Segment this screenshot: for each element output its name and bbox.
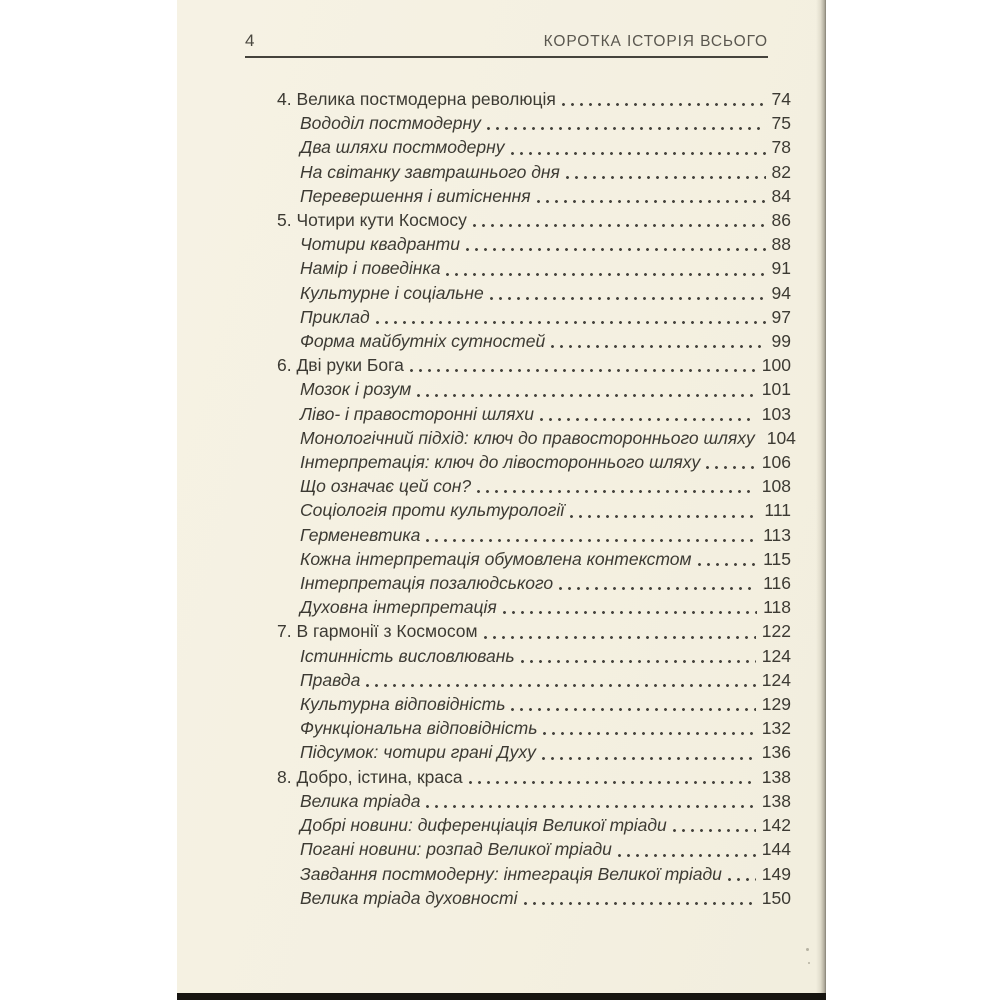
- dot-leader: [532, 184, 771, 208]
- toc-entry-page: 144: [761, 839, 791, 860]
- toc-entry-label: На світанку завтрашнього дня: [300, 161, 560, 182]
- dot-leader: [613, 837, 761, 861]
- dot-leader: [506, 692, 760, 716]
- toc-entry: [277, 668, 791, 692]
- dot-leader: [371, 305, 771, 329]
- toc-entry: [277, 571, 791, 595]
- dot-leader: [519, 886, 761, 910]
- toc-entry: [277, 87, 791, 111]
- toc-entry: [277, 692, 791, 716]
- toc-entry: [277, 474, 791, 498]
- toc-entry-page: 103: [761, 403, 791, 424]
- toc-entry-page: 118: [763, 597, 791, 618]
- dot-leader: [535, 402, 761, 426]
- toc-entry-page: 115: [763, 548, 791, 569]
- toc-entry-label: Що означає цей сон?: [300, 476, 472, 497]
- toc-entry: [277, 232, 791, 256]
- toc-entry-label: Функціональна відповідність: [300, 718, 538, 739]
- toc-entry: [277, 450, 791, 474]
- toc-entry: [277, 426, 796, 450]
- toc-entry-page: 111: [764, 500, 791, 521]
- toc-entry: [277, 595, 791, 619]
- toc-entry-label: Чотири квадранти: [300, 234, 460, 255]
- scan-bottom-dark-strip: [177, 993, 826, 1000]
- dot-leader: [554, 571, 762, 595]
- toc-entry-page: 101: [761, 379, 791, 400]
- toc-entry-label: Інтерпретація позалюдського: [300, 573, 554, 594]
- dot-leader: [498, 595, 762, 619]
- toc-entry-label: Вододіл постмодерну: [300, 113, 481, 134]
- toc-entry-page: 113: [763, 524, 791, 545]
- toc-entry-page: 88: [771, 234, 791, 255]
- toc-entry-page: 75: [771, 113, 791, 134]
- toc-entry-page: 129: [761, 694, 791, 715]
- dot-leader: [464, 765, 761, 789]
- dot-leader: [537, 740, 761, 764]
- toc-entry: [277, 353, 791, 377]
- toc-entry-label: Мозок і розум: [300, 379, 412, 400]
- toc-entry: [277, 281, 791, 305]
- dot-leader: [561, 160, 771, 184]
- toc-list: [277, 87, 796, 910]
- toc-entry-label: Погані новини: розпад Великої тріади: [300, 839, 612, 860]
- dot-leader: [361, 668, 760, 692]
- toc-entry-label: Перевершення і витіснення: [300, 185, 531, 206]
- toc-entry-page: 150: [761, 887, 791, 908]
- dot-leader: [485, 281, 771, 305]
- toc-entry: [277, 208, 791, 232]
- toc-entry: [277, 523, 791, 547]
- toc-entry: [277, 402, 791, 426]
- dot-leader: [565, 498, 763, 522]
- toc-entry-page: 91: [771, 258, 791, 279]
- toc-entry: [277, 619, 791, 643]
- toc-entry-label: 4. Велика постмодерна революція: [277, 89, 556, 109]
- toc-entry: [277, 716, 791, 740]
- toc-entry: [277, 184, 791, 208]
- toc-entry: [277, 740, 791, 764]
- dot-leader: [557, 87, 771, 111]
- toc-entry-page: 100: [761, 355, 791, 376]
- toc-entry: [277, 305, 791, 329]
- dot-leader: [516, 644, 761, 668]
- toc-entry-page: 142: [761, 815, 791, 836]
- toc-entry-page: 132: [761, 718, 791, 739]
- dot-leader: [405, 353, 761, 377]
- toc-entry-label: Завдання постмодерну: інтеграція Великої тріади: [300, 863, 722, 884]
- toc-entry-page: 124: [761, 669, 791, 690]
- dot-leader: [421, 523, 762, 547]
- dot-leader: [506, 135, 771, 159]
- toc-entry-page: 108: [761, 476, 791, 497]
- dot-leader: [482, 111, 771, 135]
- toc-entry-page: 84: [771, 185, 791, 206]
- scan-speck: [808, 962, 810, 964]
- toc-entry-label: Правда: [300, 669, 361, 690]
- toc-entry-page: 74: [771, 89, 791, 109]
- toc-entry-label: 7. В гармонії з Космосом: [277, 621, 478, 642]
- toc-entry-page: 136: [761, 742, 791, 763]
- toc-entry-page: 116: [763, 573, 791, 594]
- toc-entry: [277, 837, 791, 861]
- toc-entry: [277, 644, 791, 668]
- dot-leader: [693, 547, 763, 571]
- toc-entry-page: 106: [761, 452, 791, 473]
- toc-entry-label: Підсумок: чотири грані Духу: [300, 742, 536, 763]
- toc-entry-page: 138: [761, 790, 791, 811]
- toc-entry-label: Духовна інтерпретація: [300, 597, 497, 618]
- dot-leader: [472, 474, 761, 498]
- toc-entry-label: Інтерпретація: ключ до лівостороннього шляху: [300, 452, 701, 473]
- dot-leader: [546, 329, 770, 353]
- toc-entry-page: 97: [771, 306, 791, 327]
- toc-entry-page: 124: [761, 645, 791, 666]
- toc-entry-page: 86: [771, 210, 791, 231]
- toc-entry-label: Велика тріада: [300, 790, 421, 811]
- toc-entry-label: 6. Дві руки Бога: [277, 355, 404, 376]
- toc-entry: [277, 377, 791, 401]
- dot-leader: [756, 426, 766, 450]
- toc-entry-page: 104: [766, 427, 796, 448]
- page-edge-shadow: [816, 0, 826, 1000]
- toc-entry-label: Намір і поведінка: [300, 258, 441, 279]
- toc-entry: [277, 862, 791, 886]
- toc-entry: [277, 789, 791, 813]
- toc-entry: [277, 160, 791, 184]
- toc-entry: [277, 813, 791, 837]
- toc-entry-label: Форма майбутніх сутностей: [300, 331, 546, 352]
- toc-entry-label: 8. Добро, істина, краса: [277, 766, 463, 787]
- toc-entry: [277, 765, 791, 789]
- dot-leader: [412, 377, 761, 401]
- toc-entry-label: Соціологія проти культурології: [300, 500, 565, 521]
- toc-entry-page: 122: [761, 621, 791, 642]
- toc-entry-label: Добрі новини: диференціація Великої тріади: [300, 815, 667, 836]
- toc-entry-label: Кожна інтерпретація обумовлена контекстом: [300, 548, 692, 569]
- toc-entry-label: 5. Чотири кути Космосу: [277, 210, 467, 231]
- toc-entry: [277, 886, 791, 910]
- toc-entry-page: 138: [761, 766, 791, 787]
- toc-entry-page: 94: [771, 282, 791, 303]
- toc-entry-label: Культурне і соціальне: [300, 282, 484, 303]
- running-header: [245, 32, 768, 58]
- dot-leader: [441, 256, 770, 280]
- page-number: 4: [245, 31, 255, 50]
- toc-entry-label: Істинність висловлювань: [300, 645, 515, 666]
- dot-leader: [723, 862, 761, 886]
- toc-entry: [277, 256, 791, 280]
- toc-entry-label: Приклад: [300, 306, 370, 327]
- toc-entry-label: Ліво- і правосторонні шляхи: [300, 403, 534, 424]
- toc-entry: [277, 111, 791, 135]
- dot-leader: [538, 716, 760, 740]
- dot-leader: [421, 789, 760, 813]
- toc-entry: [277, 329, 791, 353]
- toc-entry: [277, 135, 791, 159]
- toc-entry: [277, 498, 791, 522]
- toc-entry-label: Монологічний підхід: ключ до правостороннього шляху: [300, 427, 755, 448]
- toc-entry-page: 99: [771, 331, 791, 352]
- dot-leader: [668, 813, 761, 837]
- dot-leader: [468, 208, 771, 232]
- toc-entry-page: 82: [771, 161, 791, 182]
- toc-entry: [277, 547, 791, 571]
- toc-entry-page: 149: [761, 863, 791, 884]
- toc-entry-label: Герменевтика: [300, 524, 421, 545]
- toc-entry-label: Культурна відповідність: [300, 694, 506, 715]
- toc-entry-page: 78: [771, 137, 791, 158]
- dot-leader: [701, 450, 761, 474]
- toc-entry-label: Велика тріада духовності: [300, 887, 518, 908]
- scan-speck: [806, 948, 809, 951]
- dot-leader: [479, 619, 761, 643]
- dot-leader: [461, 232, 771, 256]
- running-header-title: КОРОТКА ІСТОРІЯ ВСЬОГО: [543, 32, 768, 50]
- toc-entry-label: Два шляхи постмодерну: [300, 137, 505, 158]
